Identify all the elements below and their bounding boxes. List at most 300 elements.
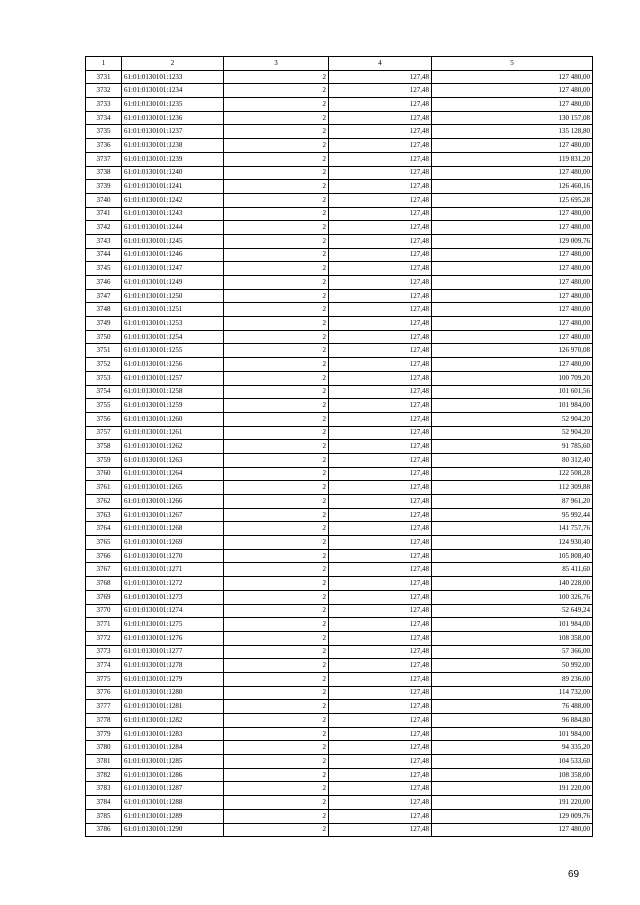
table-row (86, 508, 593, 522)
value-cell: 127 480,00 (432, 303, 593, 317)
value-cell: 94 335,20 (432, 741, 593, 755)
count-cell: 2 (224, 809, 329, 823)
cadastral-number-cell: 61:01:0130101:1262 (122, 440, 224, 454)
count-cell: 2 (224, 631, 329, 645)
count-cell: 2 (224, 645, 329, 659)
rate-cell: 127,48 (329, 700, 432, 714)
column-header-3: 3 (224, 57, 329, 71)
value-cell: 112 309,88 (432, 481, 593, 495)
cadastral-number-cell: 61:01:0130101:1261 (122, 426, 224, 440)
table-row (86, 782, 593, 796)
row-number-cell: 3786 (86, 823, 122, 837)
table-row (86, 358, 593, 372)
cadastral-number-cell: 61:01:0130101:1243 (122, 207, 224, 221)
rate-cell: 127,48 (329, 686, 432, 700)
table-row (86, 727, 593, 741)
table-row (86, 111, 593, 125)
count-cell: 2 (224, 768, 329, 782)
value-cell: 127 480,00 (432, 330, 593, 344)
value-cell: 127 480,00 (432, 262, 593, 276)
row-number-cell: 3768 (86, 577, 122, 591)
value-cell: 91 785,60 (432, 440, 593, 454)
table-body (86, 70, 593, 837)
table-row (86, 426, 593, 440)
cadastral-number-cell: 61:01:0130101:1278 (122, 659, 224, 673)
cadastral-number-cell: 61:01:0130101:1255 (122, 344, 224, 358)
cadastral-number-cell: 61:01:0130101:1265 (122, 481, 224, 495)
cadastral-number-cell: 61:01:0130101:1240 (122, 166, 224, 180)
row-number-cell: 3784 (86, 796, 122, 810)
row-number-cell: 3750 (86, 330, 122, 344)
row-number-cell: 3780 (86, 741, 122, 755)
row-number-cell: 3745 (86, 262, 122, 276)
rate-cell: 127,48 (329, 522, 432, 536)
rate-cell: 127,48 (329, 303, 432, 317)
count-cell: 2 (224, 303, 329, 317)
row-number-cell: 3765 (86, 536, 122, 550)
row-number-cell: 3759 (86, 453, 122, 467)
table-row (86, 399, 593, 413)
rate-cell: 127,48 (329, 180, 432, 194)
table-header (86, 57, 593, 71)
count-cell: 2 (224, 385, 329, 399)
rate-cell: 127,48 (329, 590, 432, 604)
table-row (86, 549, 593, 563)
cadastral-number-cell: 61:01:0130101:1266 (122, 495, 224, 509)
count-cell: 2 (224, 549, 329, 563)
rate-cell: 127,48 (329, 84, 432, 98)
row-number-cell: 3778 (86, 714, 122, 728)
cadastral-number-cell: 61:01:0130101:1279 (122, 672, 224, 686)
table-row (86, 796, 593, 810)
row-number-cell: 3776 (86, 686, 122, 700)
cadastral-number-cell: 61:01:0130101:1274 (122, 604, 224, 618)
value-cell: 101 984,00 (432, 618, 593, 632)
value-cell: 104 533,60 (432, 755, 593, 769)
count-cell: 2 (224, 371, 329, 385)
row-number-cell: 3766 (86, 549, 122, 563)
rate-cell: 127,48 (329, 385, 432, 399)
row-number-cell: 3749 (86, 317, 122, 331)
count-cell: 2 (224, 248, 329, 262)
row-number-cell: 3735 (86, 125, 122, 139)
table-row (86, 604, 593, 618)
row-number-cell: 3744 (86, 248, 122, 262)
table-row (86, 371, 593, 385)
table-row (86, 440, 593, 454)
cadastral-number-cell: 61:01:0130101:1286 (122, 768, 224, 782)
rate-cell: 127,48 (329, 645, 432, 659)
count-cell: 2 (224, 563, 329, 577)
row-number-cell: 3733 (86, 98, 122, 112)
cadastral-number-cell: 61:01:0130101:1251 (122, 303, 224, 317)
cadastral-number-cell: 61:01:0130101:1269 (122, 536, 224, 550)
count-cell: 2 (224, 180, 329, 194)
cadastral-number-cell: 61:01:0130101:1283 (122, 727, 224, 741)
table-row (86, 70, 593, 84)
rate-cell: 127,48 (329, 631, 432, 645)
table-row (86, 180, 593, 194)
rate-cell: 127,48 (329, 741, 432, 755)
value-cell: 129 009,76 (432, 809, 593, 823)
cadastral-number-cell: 61:01:0130101:1289 (122, 809, 224, 823)
row-number-cell: 3771 (86, 618, 122, 632)
table-row (86, 645, 593, 659)
table-row (86, 84, 593, 98)
row-number-cell: 3741 (86, 207, 122, 221)
count-cell: 2 (224, 152, 329, 166)
value-cell: 108 358,00 (432, 631, 593, 645)
rate-cell: 127,48 (329, 659, 432, 673)
cadastral-number-cell: 61:01:0130101:1272 (122, 577, 224, 591)
value-cell: 127 480,00 (432, 70, 593, 84)
value-cell: 129 009,76 (432, 234, 593, 248)
table-row (86, 672, 593, 686)
value-cell: 108 358,00 (432, 768, 593, 782)
count-cell: 2 (224, 139, 329, 153)
count-cell: 2 (224, 522, 329, 536)
value-cell: 126 970,08 (432, 344, 593, 358)
count-cell: 2 (224, 686, 329, 700)
value-cell: 119 831,20 (432, 152, 593, 166)
table-row (86, 741, 593, 755)
cadastral-number-cell: 61:01:0130101:1250 (122, 289, 224, 303)
row-number-cell: 3770 (86, 604, 122, 618)
count-cell: 2 (224, 276, 329, 290)
count-cell: 2 (224, 166, 329, 180)
cadastral-number-cell: 61:01:0130101:1239 (122, 152, 224, 166)
table-row (86, 152, 593, 166)
cadastral-number-cell: 61:01:0130101:1234 (122, 84, 224, 98)
count-cell: 2 (224, 700, 329, 714)
rate-cell: 127,48 (329, 440, 432, 454)
count-cell: 2 (224, 604, 329, 618)
row-number-cell: 3781 (86, 755, 122, 769)
rate-cell: 127,48 (329, 98, 432, 112)
count-cell: 2 (224, 536, 329, 550)
cadastral-number-cell: 61:01:0130101:1244 (122, 221, 224, 235)
rate-cell: 127,48 (329, 453, 432, 467)
table-row (86, 495, 593, 509)
column-header-2: 2 (122, 57, 224, 71)
page-number: 69 (568, 869, 580, 880)
table-row (86, 303, 593, 317)
count-cell: 2 (224, 508, 329, 522)
cadastral-number-cell: 61:01:0130101:1235 (122, 98, 224, 112)
count-cell: 2 (224, 358, 329, 372)
cadastral-number-cell: 61:01:0130101:1237 (122, 125, 224, 139)
value-cell: 124 930,40 (432, 536, 593, 550)
count-cell: 2 (224, 207, 329, 221)
count-cell: 2 (224, 262, 329, 276)
rate-cell: 127,48 (329, 796, 432, 810)
value-cell: 101 601,56 (432, 385, 593, 399)
rate-cell: 127,48 (329, 481, 432, 495)
value-cell: 50 992,00 (432, 659, 593, 673)
table-row (86, 700, 593, 714)
count-cell: 2 (224, 672, 329, 686)
row-number-cell: 3738 (86, 166, 122, 180)
cadastral-number-cell: 61:01:0130101:1288 (122, 796, 224, 810)
rate-cell: 127,48 (329, 330, 432, 344)
cadastral-number-cell: 61:01:0130101:1263 (122, 453, 224, 467)
count-cell: 2 (224, 125, 329, 139)
value-cell: 101 984,00 (432, 399, 593, 413)
count-cell: 2 (224, 98, 329, 112)
value-cell: 80 312,40 (432, 453, 593, 467)
cadastral-number-cell: 61:01:0130101:1267 (122, 508, 224, 522)
value-cell: 100 709,20 (432, 371, 593, 385)
value-cell: 125 695,28 (432, 193, 593, 207)
row-number-cell: 3746 (86, 276, 122, 290)
cadastral-number-cell: 61:01:0130101:1257 (122, 371, 224, 385)
value-cell: 127 480,00 (432, 317, 593, 331)
value-cell: 127 480,00 (432, 358, 593, 372)
cadastral-number-cell: 61:01:0130101:1270 (122, 549, 224, 563)
value-cell: 127 480,00 (432, 207, 593, 221)
row-number-cell: 3783 (86, 782, 122, 796)
cadastral-number-cell: 61:01:0130101:1241 (122, 180, 224, 194)
rate-cell: 127,48 (329, 70, 432, 84)
value-cell: 140 228,00 (432, 577, 593, 591)
value-cell: 127 480,00 (432, 98, 593, 112)
row-number-cell: 3736 (86, 139, 122, 153)
row-number-cell: 3737 (86, 152, 122, 166)
rate-cell: 127,48 (329, 467, 432, 481)
cadastral-number-cell: 61:01:0130101:1236 (122, 111, 224, 125)
count-cell: 2 (224, 111, 329, 125)
count-cell: 2 (224, 426, 329, 440)
value-cell: 141 757,76 (432, 522, 593, 536)
count-cell: 2 (224, 84, 329, 98)
table-row (86, 98, 593, 112)
row-number-cell: 3779 (86, 727, 122, 741)
value-cell: 127 480,00 (432, 84, 593, 98)
value-cell: 127 480,00 (432, 276, 593, 290)
value-cell: 85 411,60 (432, 563, 593, 577)
value-cell: 87 961,20 (432, 495, 593, 509)
value-cell: 101 984,00 (432, 727, 593, 741)
count-cell: 2 (224, 796, 329, 810)
cadastral-number-cell: 61:01:0130101:1284 (122, 741, 224, 755)
rate-cell: 127,48 (329, 782, 432, 796)
table-row (86, 659, 593, 673)
rate-cell: 127,48 (329, 604, 432, 618)
column-header-4: 4 (329, 57, 432, 71)
row-number-cell: 3740 (86, 193, 122, 207)
rate-cell: 127,48 (329, 221, 432, 235)
count-cell: 2 (224, 714, 329, 728)
rate-cell: 127,48 (329, 193, 432, 207)
row-number-cell: 3751 (86, 344, 122, 358)
cadastral-number-cell: 61:01:0130101:1233 (122, 70, 224, 84)
table-row (86, 330, 593, 344)
rate-cell: 127,48 (329, 426, 432, 440)
value-cell: 126 460,16 (432, 180, 593, 194)
table-row (86, 522, 593, 536)
value-cell: 105 808,40 (432, 549, 593, 563)
value-cell: 52 904,20 (432, 412, 593, 426)
cadastral-value-table (85, 56, 593, 837)
table-row (86, 631, 593, 645)
row-number-cell: 3731 (86, 70, 122, 84)
count-cell: 2 (224, 70, 329, 84)
row-number-cell: 3743 (86, 234, 122, 248)
table-row (86, 453, 593, 467)
rate-cell: 127,48 (329, 207, 432, 221)
row-number-cell: 3758 (86, 440, 122, 454)
table-row (86, 809, 593, 823)
value-cell: 127 480,00 (432, 248, 593, 262)
table-row (86, 289, 593, 303)
value-cell: 114 732,00 (432, 686, 593, 700)
cadastral-number-cell: 61:01:0130101:1276 (122, 631, 224, 645)
cadastral-number-cell: 61:01:0130101:1281 (122, 700, 224, 714)
count-cell: 2 (224, 412, 329, 426)
count-cell: 2 (224, 727, 329, 741)
row-number-cell: 3734 (86, 111, 122, 125)
count-cell: 2 (224, 440, 329, 454)
table-row (86, 344, 593, 358)
rate-cell: 127,48 (329, 125, 432, 139)
table-row (86, 412, 593, 426)
value-cell: 191 220,00 (432, 796, 593, 810)
rate-cell: 127,48 (329, 289, 432, 303)
value-cell: 52 904,20 (432, 426, 593, 440)
rate-cell: 127,48 (329, 248, 432, 262)
row-number-cell: 3753 (86, 371, 122, 385)
row-number-cell: 3772 (86, 631, 122, 645)
table-row (86, 125, 593, 139)
rate-cell: 127,48 (329, 618, 432, 632)
table-row (86, 467, 593, 481)
count-cell: 2 (224, 755, 329, 769)
cadastral-number-cell: 61:01:0130101:1259 (122, 399, 224, 413)
count-cell: 2 (224, 659, 329, 673)
cadastral-number-cell: 61:01:0130101:1256 (122, 358, 224, 372)
rate-cell: 127,48 (329, 563, 432, 577)
value-cell: 52 649,24 (432, 604, 593, 618)
value-cell: 57 366,00 (432, 645, 593, 659)
rate-cell: 127,48 (329, 371, 432, 385)
row-number-cell: 3761 (86, 481, 122, 495)
cadastral-number-cell: 61:01:0130101:1275 (122, 618, 224, 632)
value-cell: 100 326,76 (432, 590, 593, 604)
count-cell: 2 (224, 330, 329, 344)
cadastral-number-cell: 61:01:0130101:1247 (122, 262, 224, 276)
row-number-cell: 3747 (86, 289, 122, 303)
cadastral-number-cell: 61:01:0130101:1253 (122, 317, 224, 331)
value-cell: 95 992,44 (432, 508, 593, 522)
column-header-1: 1 (86, 57, 122, 71)
count-cell: 2 (224, 453, 329, 467)
row-number-cell: 3754 (86, 385, 122, 399)
cadastral-number-cell: 61:01:0130101:1282 (122, 714, 224, 728)
rate-cell: 127,48 (329, 536, 432, 550)
table-row (86, 755, 593, 769)
value-cell: 127 480,00 (432, 823, 593, 837)
count-cell: 2 (224, 577, 329, 591)
row-number-cell: 3785 (86, 809, 122, 823)
row-number-cell: 3757 (86, 426, 122, 440)
row-number-cell: 3775 (86, 672, 122, 686)
value-cell: 135 128,80 (432, 125, 593, 139)
table-row (86, 234, 593, 248)
count-cell: 2 (224, 344, 329, 358)
row-number-cell: 3739 (86, 180, 122, 194)
value-cell: 130 157,08 (432, 111, 593, 125)
rate-cell: 127,48 (329, 727, 432, 741)
rate-cell: 127,48 (329, 577, 432, 591)
count-cell: 2 (224, 399, 329, 413)
count-cell: 2 (224, 467, 329, 481)
cadastral-number-cell: 61:01:0130101:1268 (122, 522, 224, 536)
count-cell: 2 (224, 481, 329, 495)
count-cell: 2 (224, 782, 329, 796)
value-cell: 127 480,00 (432, 139, 593, 153)
count-cell: 2 (224, 590, 329, 604)
value-cell: 96 884,80 (432, 714, 593, 728)
cadastral-number-cell: 61:01:0130101:1280 (122, 686, 224, 700)
value-cell: 127 480,00 (432, 221, 593, 235)
table-row (86, 590, 593, 604)
row-number-cell: 3742 (86, 221, 122, 235)
rate-cell: 127,48 (329, 495, 432, 509)
count-cell: 2 (224, 193, 329, 207)
count-cell: 2 (224, 823, 329, 837)
table-row (86, 221, 593, 235)
cadastral-number-cell: 61:01:0130101:1271 (122, 563, 224, 577)
table-row (86, 823, 593, 837)
table-row (86, 139, 593, 153)
row-number-cell: 3764 (86, 522, 122, 536)
table-row (86, 563, 593, 577)
row-number-cell: 3762 (86, 495, 122, 509)
table-row (86, 714, 593, 728)
table-row (86, 276, 593, 290)
rate-cell: 127,48 (329, 823, 432, 837)
row-number-cell: 3752 (86, 358, 122, 372)
value-cell: 127 480,00 (432, 289, 593, 303)
row-number-cell: 3782 (86, 768, 122, 782)
count-cell: 2 (224, 317, 329, 331)
column-header-5: 5 (432, 57, 593, 71)
rate-cell: 127,48 (329, 317, 432, 331)
row-number-cell: 3763 (86, 508, 122, 522)
row-number-cell: 3769 (86, 590, 122, 604)
table-row (86, 193, 593, 207)
table-row (86, 536, 593, 550)
table-row (86, 686, 593, 700)
rate-cell: 127,48 (329, 549, 432, 563)
cadastral-number-cell: 61:01:0130101:1273 (122, 590, 224, 604)
row-number-cell: 3774 (86, 659, 122, 673)
cadastral-number-cell: 61:01:0130101:1264 (122, 467, 224, 481)
cadastral-number-cell: 61:01:0130101:1285 (122, 755, 224, 769)
table-row (86, 248, 593, 262)
table-row (86, 166, 593, 180)
table-row (86, 481, 593, 495)
value-cell: 127 480,00 (432, 166, 593, 180)
rate-cell: 127,48 (329, 768, 432, 782)
row-number-cell: 3748 (86, 303, 122, 317)
table-row (86, 385, 593, 399)
cadastral-number-cell: 61:01:0130101:1260 (122, 412, 224, 426)
rate-cell: 127,48 (329, 344, 432, 358)
value-cell: 76 488,00 (432, 700, 593, 714)
cadastral-number-cell: 61:01:0130101:1242 (122, 193, 224, 207)
row-number-cell: 3777 (86, 700, 122, 714)
